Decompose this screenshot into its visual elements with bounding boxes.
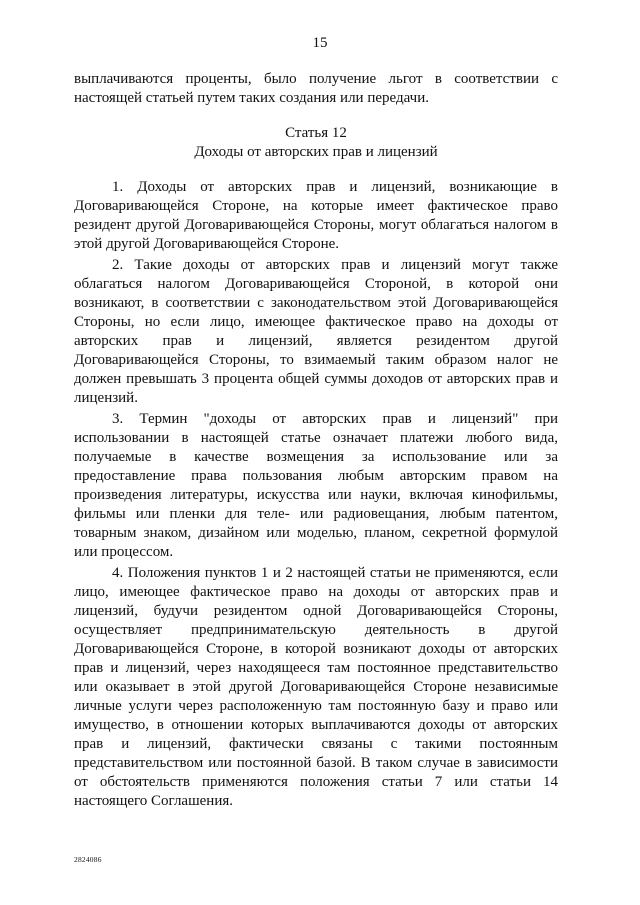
article-subtitle: Доходы от авторских прав и лицензий bbox=[194, 144, 438, 160]
article-paragraph-3: 3. Термин "доходы от авторских прав и лицензий" при использовании в настоящей статье означает платежи любого вида, получаемые в качестве возмещения за использование или за предоставление права пользования любым авторским правом на произведения литературы, искусства или науки, включая кинофильмы, фильмы или пленки для теле- или радиовещания, любым патентом, товарным знаком, дизайном или моделью, планом, секретной формулой или процессом. bbox=[74, 411, 558, 560]
intro-paragraph: выплачиваются проценты, было получение льгот в соответствии с настоящей статьей путем таких создания или передачи. bbox=[74, 71, 558, 106]
document-code: 2824086 bbox=[74, 855, 102, 864]
document-body bbox=[74, 70, 558, 811]
page-number: 15 bbox=[312, 35, 328, 51]
article-paragraph-4: 4. Положения пунктов 1 и 2 настоящей статьи не применяются, если лицо, имеющее фактическое право на доходы от авторских прав и лицензий, будучи резидентом одной Договаривающейся Стороны, осуществляет предпринимательскую деятельность в другой Договаривающейся Стороне, в которой возникают доходы от авторских прав и лицензий, через находящееся там постоянное представительство или оказывает в этой другой Договаривающейся Стороне независимые личные услуги через расположенную там постоянную базу и право или имущество, в отношении которых выплачиваются доходы от авторских прав и лицензий, фактически связаны с такими постоянным представительством или постоянной базой. В таком случае в зависимости от обстоятельств применяются положения статьи 7 или статьи 14 настоящего Соглашения. bbox=[74, 565, 558, 809]
article-paragraph-2: 2. Такие доходы от авторских прав и лицензий могут также облагаться налогом Договаривающейся Стороной, в которой они возникают, в соответствии с законодательством этой Договаривающейся Стороны, но если лицо, имеющее фактическое право на доходы от авторских прав и лицензий, является резидентом другой Договаривающейся Стороны, то взимаемый таким образом налог не должен превышать 3 процента общей суммы доходов от авторских прав и лицензий. bbox=[74, 257, 558, 406]
article-heading bbox=[74, 124, 558, 162]
article-title: Статья 12 bbox=[285, 125, 347, 141]
article-paragraph-1: 1. Доходы от авторских прав и лицензий, возникающие в Договаривающейся Стороне, на которые имеет фактическое право резидент другой Договаривающейся Стороны, могут облагаться налогом в этой другой Договаривающейся Стороне. bbox=[74, 179, 558, 252]
